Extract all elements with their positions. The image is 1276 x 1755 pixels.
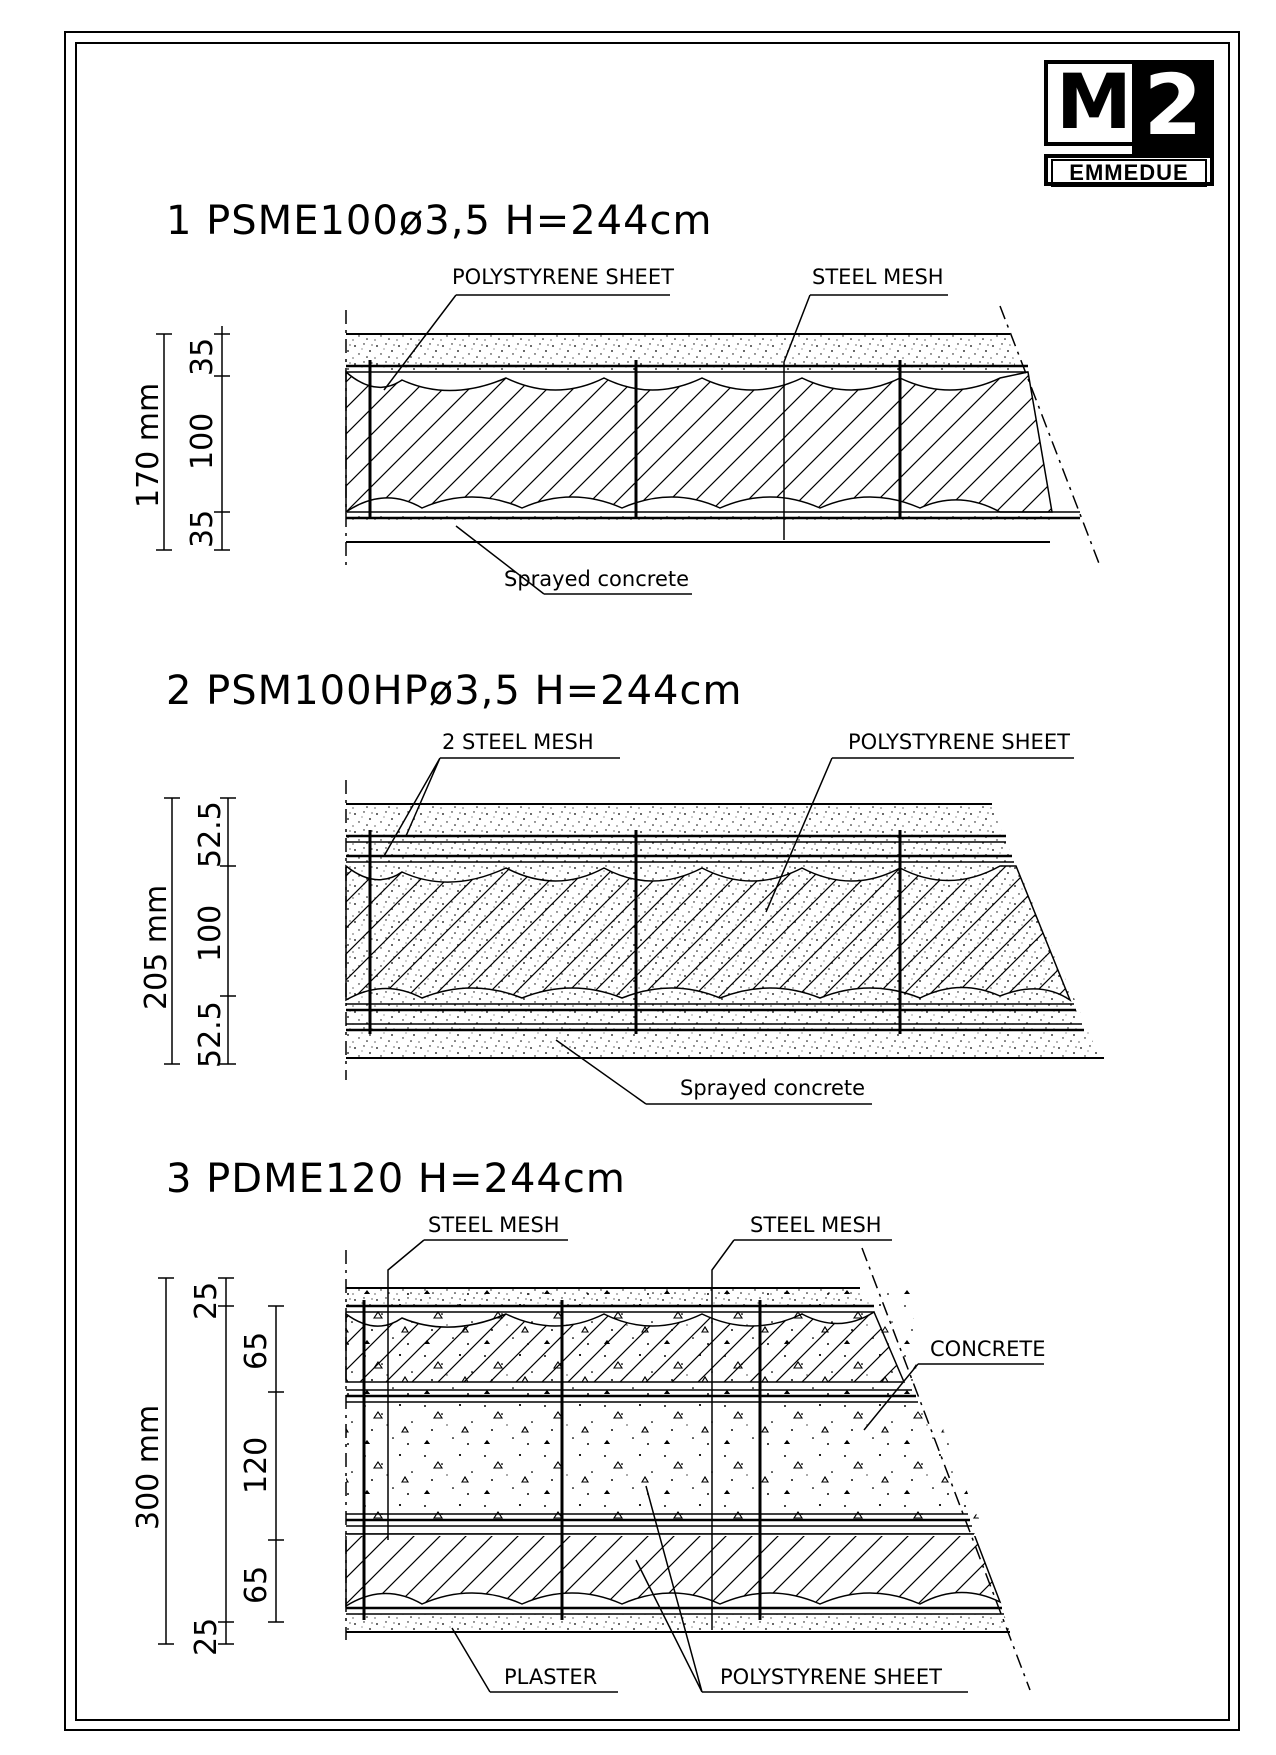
section-3-top-sheet-dim: 65 (239, 1331, 274, 1370)
section-3-mesh-right-label: STEEL MESH (750, 1213, 882, 1237)
section-1-mesh-label: STEEL MESH (812, 265, 944, 289)
section-1-polystyrene-label: POLYSTYRENE SHEET (452, 265, 674, 289)
section-3-bottom-sheet-dim: 65 (239, 1565, 274, 1604)
section-1-concrete-label: Sprayed concrete (504, 567, 690, 591)
logo-digit: 2 (1132, 60, 1214, 156)
section-2-concrete-label: Sprayed concrete (680, 1076, 866, 1100)
section-3-bottom-plaster-dim: 25 (189, 1617, 224, 1656)
logo-brand-text: EMMEDUE (1051, 159, 1207, 187)
section-2-mesh-label: 2 STEEL MESH (442, 730, 594, 754)
section-2-bottom-dim: 52.5 (193, 1001, 228, 1068)
section-2-core-dim: 100 (193, 904, 228, 962)
section-1-bottom-dim: 35 (185, 509, 220, 548)
section-3-polystyrene-label: POLYSTYRENE SHEET (720, 1665, 942, 1689)
section-3-concrete-label: CONCRETE (930, 1337, 1046, 1361)
section-1-top-dim: 35 (185, 337, 220, 376)
section-3-title: 3 PDME120 H=244cm (166, 1156, 626, 1202)
section-3-top-plaster-dim: 25 (189, 1281, 224, 1320)
section-3-total-dim: 300 mm (131, 1404, 166, 1530)
section-2-title: 2 PSM100HPø3,5 H=244cm (166, 668, 743, 714)
section-1-core-dim: 100 (185, 412, 220, 470)
section-3-core-dim: 120 (239, 1436, 274, 1494)
section-1-total-dim: 170 mm (131, 382, 166, 508)
section-3-plaster-label: PLASTER (504, 1665, 598, 1689)
section-2-polystyrene-label: POLYSTYRENE SHEET (848, 730, 1070, 754)
section-1-title: 1 PSME100ø3,5 H=244cm (166, 198, 713, 244)
section-2-total-dim: 205 mm (139, 884, 174, 1010)
section-2-drawing (164, 758, 1104, 1104)
section-3-mesh-left-label: STEEL MESH (428, 1213, 560, 1237)
section-2-top-dim: 52.5 (193, 801, 228, 868)
section-3-drawing (158, 1240, 1044, 1692)
section-1-drawing (156, 295, 1100, 594)
logo-mark: M (1044, 60, 1140, 146)
